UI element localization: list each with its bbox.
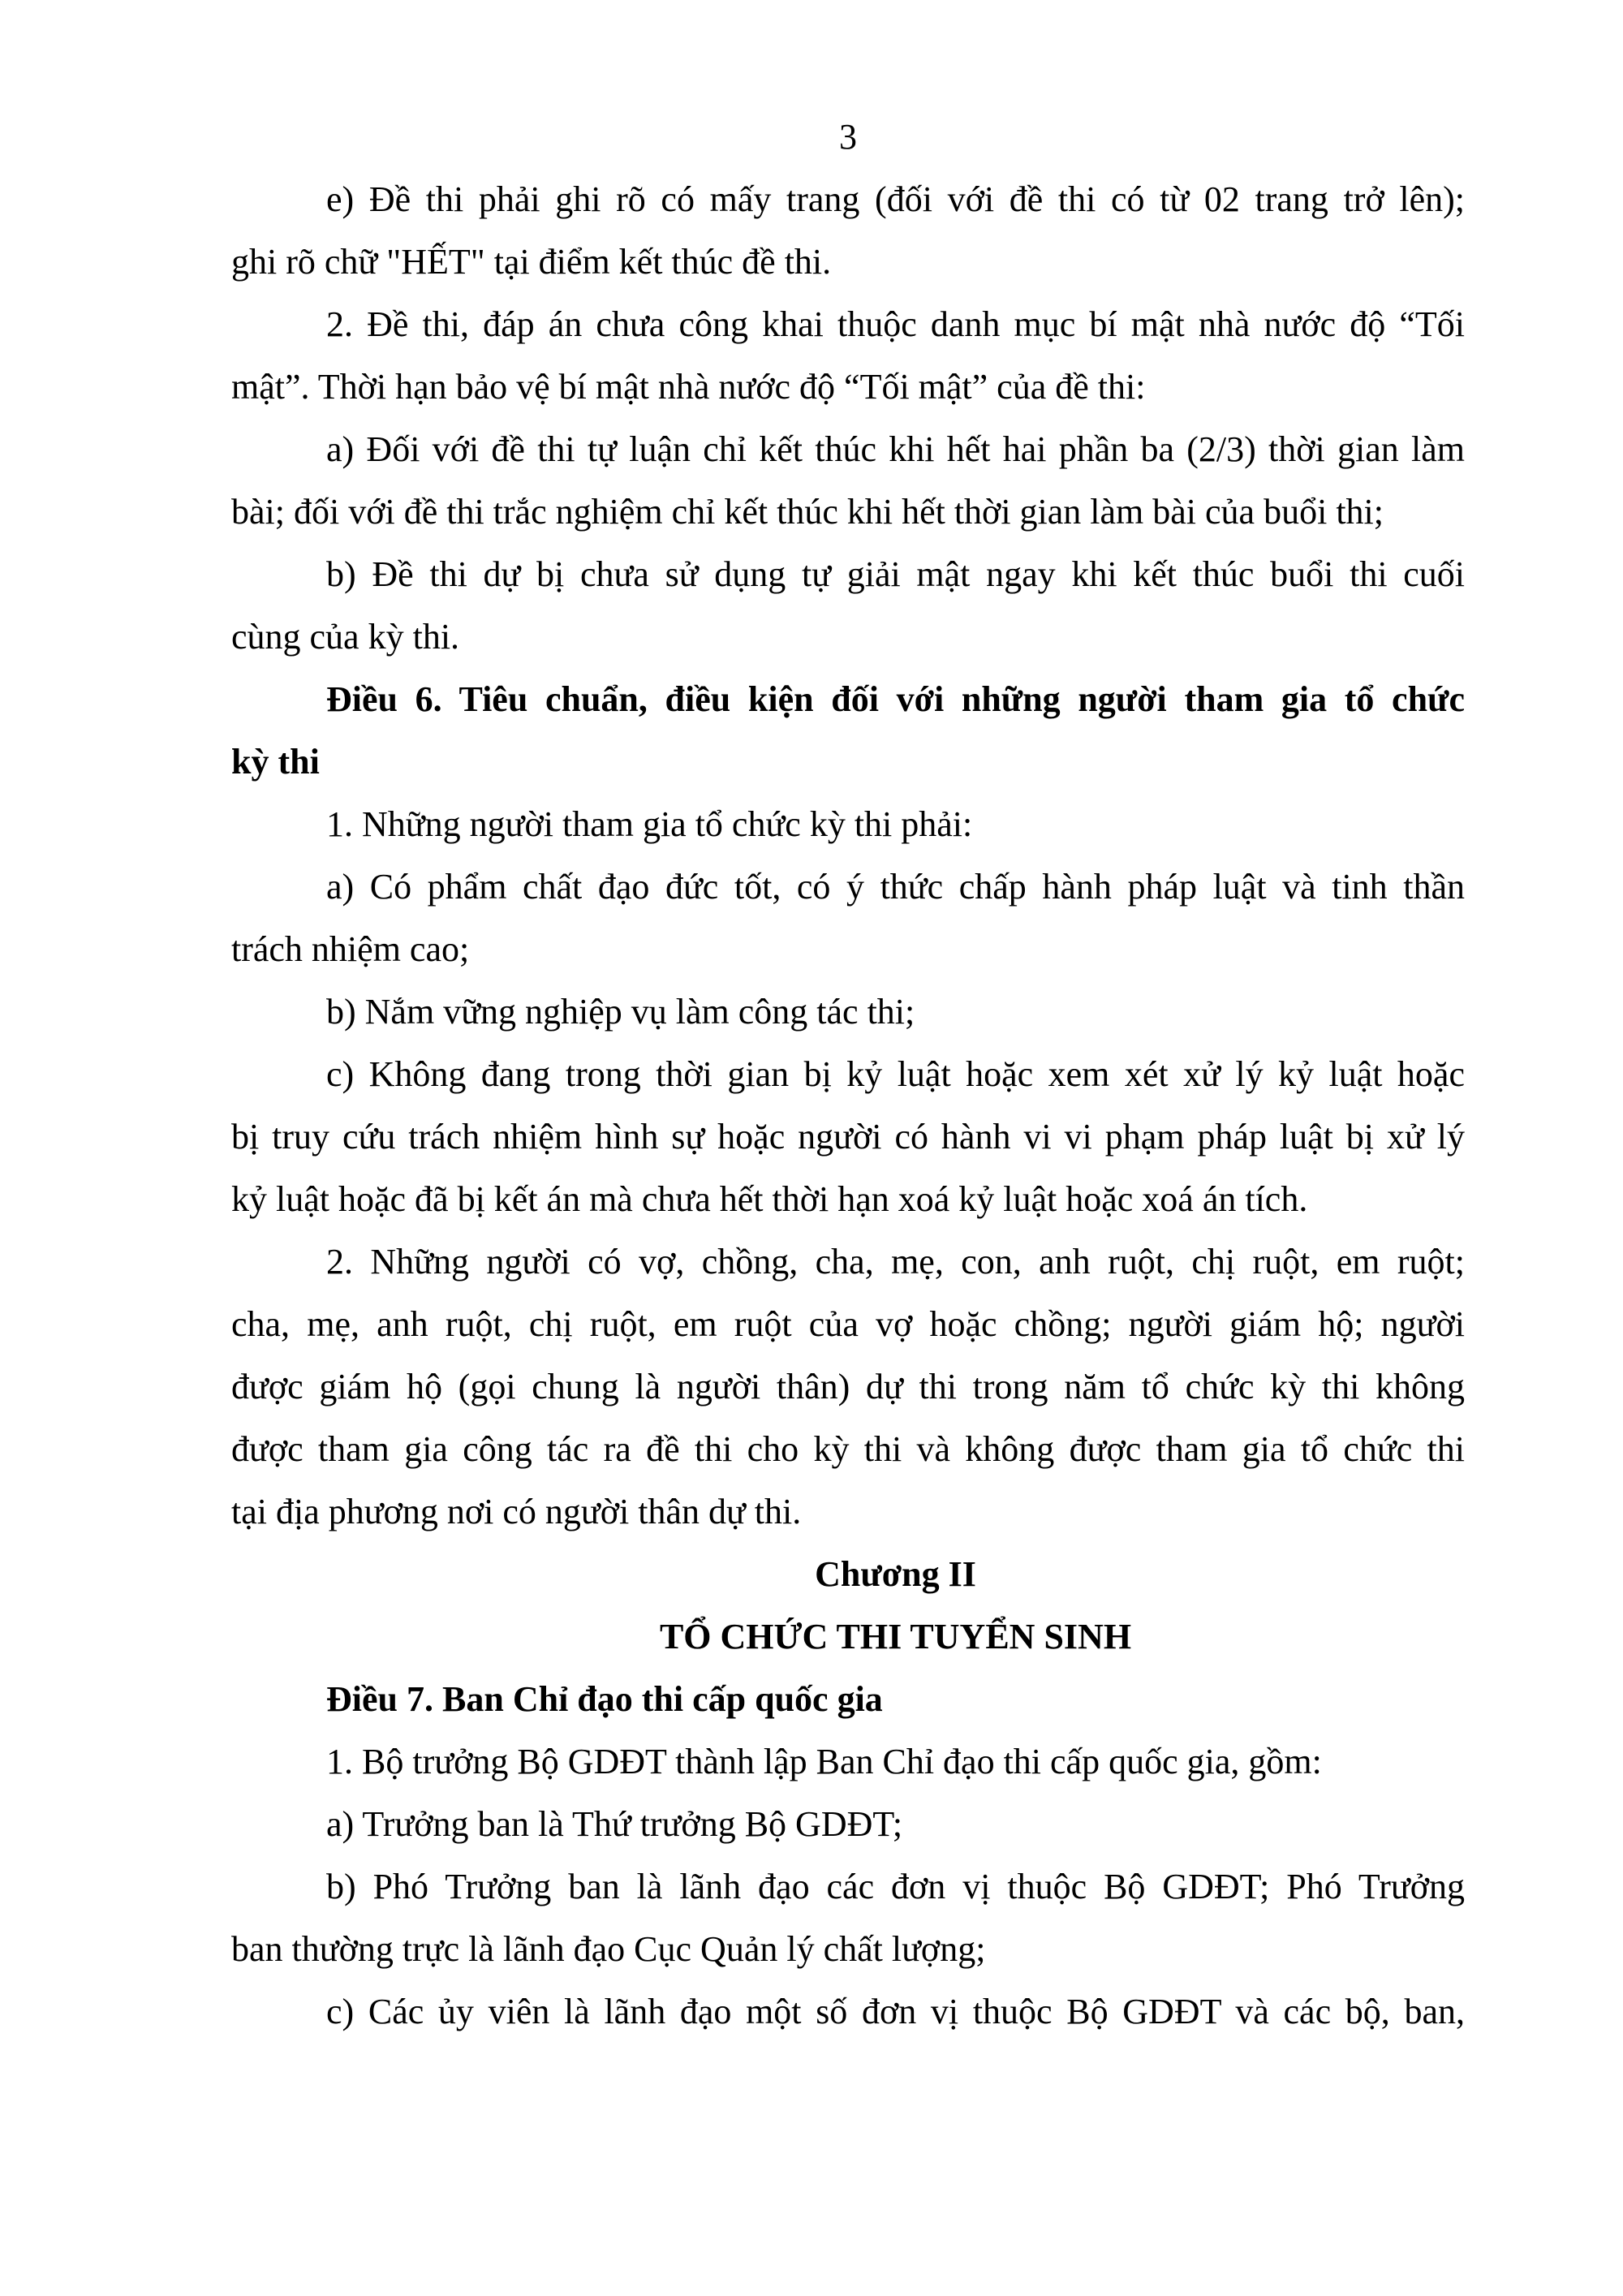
text-line: b) Nắm vững nghiệp vụ làm công tác thi; <box>326 992 915 1032</box>
page-number: 3 <box>839 117 857 157</box>
text-line: c) Không đang trong thời gian bị kỷ luật hoặc xem xét xử lý kỷ luật hoặc <box>326 1054 1465 1094</box>
text-line: 2. Những người có vợ, chồng, cha, mẹ, con, anh ruột, chị ruột, em ruột; <box>326 1242 1465 1282</box>
text-line: được giám hộ (gọi chung là người thân) dự thi trong năm tổ chức kỳ thi không <box>231 1367 1465 1406</box>
article-7-heading: Điều 7. Ban Chỉ đạo thi cấp quốc gia <box>326 1679 883 1719</box>
chapter-heading: Chương II <box>815 1554 976 1594</box>
article-6-heading: Điều 6. Tiêu chuẩn, điều kiện đối với những người tham gia tổ chức <box>326 679 1465 719</box>
text-line: bài; đối với đề thi trắc nghiệm chỉ kết thúc khi hết thời gian làm bài của buổi thi; <box>231 492 1384 532</box>
text-line: cha, mẹ, anh ruột, chị ruột, em ruột của vợ hoặc chồng; người giám hộ; người <box>231 1304 1465 1344</box>
text-line: 1. Bộ trưởng Bộ GDĐT thành lập Ban Chỉ đạo thi cấp quốc gia, gồm: <box>326 1742 1322 1781</box>
text-line: b) Phó Trưởng ban là lãnh đạo các đơn vị thuộc Bộ GDĐT; Phó Trưởng <box>326 1867 1465 1906</box>
text-line: b) Đề thi dự bị chưa sử dụng tự giải mật ngay khi kết thúc buổi thi cuối <box>326 554 1465 594</box>
text-line: kỷ luật hoặc đã bị kết án mà chưa hết thời hạn xoá kỷ luật hoặc xoá án tích. <box>231 1179 1308 1219</box>
text-line: được tham gia công tác ra đề thi cho kỳ thi và không được tham gia tổ chức thi <box>231 1429 1465 1469</box>
chapter-title: TỔ CHỨC THI TUYỂN SINH <box>659 1617 1132 1656</box>
text-line: 2. Đề thi, đáp án chưa công khai thuộc danh mục bí mật nhà nước độ “Tối <box>326 304 1465 344</box>
text-line: e) Đề thi phải ghi rõ có mấy trang (đối với đề thi có từ 02 trang trở lên); <box>326 179 1465 219</box>
text-line: cùng của kỳ thi. <box>231 617 460 657</box>
text-line: ghi rõ chữ "HẾT" tại điểm kết thúc đề thi. <box>231 242 832 282</box>
text-line: mật”. Thời hạn bảo vệ bí mật nhà nước độ “Tối mật” của đề thi: <box>231 367 1146 407</box>
text-line: ban thường trực là lãnh đạo Cục Quản lý chất lượng; <box>231 1929 986 1969</box>
text-line: trách nhiệm cao; <box>231 929 470 969</box>
text-line: a) Có phẩm chất đạo đức tốt, có ý thức chấp hành pháp luật và tinh thần <box>326 867 1465 907</box>
text-line: bị truy cứu trách nhiệm hình sự hoặc người có hành vi vi phạm pháp luật bị xử lý <box>231 1117 1465 1157</box>
text-line: 1. Những người tham gia tổ chức kỳ thi phải: <box>326 804 973 844</box>
article-6-heading-continued: kỳ thi <box>231 742 320 782</box>
text-line: tại địa phương nơi có người thân dự thi. <box>231 1492 802 1531</box>
text-line: a) Trưởng ban là Thứ trưởng Bộ GDĐT; <box>326 1804 903 1844</box>
text-line: c) Các ủy viên là lãnh đạo một số đơn vị thuộc Bộ GDĐT và các bộ, ban, <box>326 1992 1465 2031</box>
text-line: a) Đối với đề thi tự luận chỉ kết thúc khi hết hai phần ba (2/3) thời gian làm <box>326 429 1465 469</box>
